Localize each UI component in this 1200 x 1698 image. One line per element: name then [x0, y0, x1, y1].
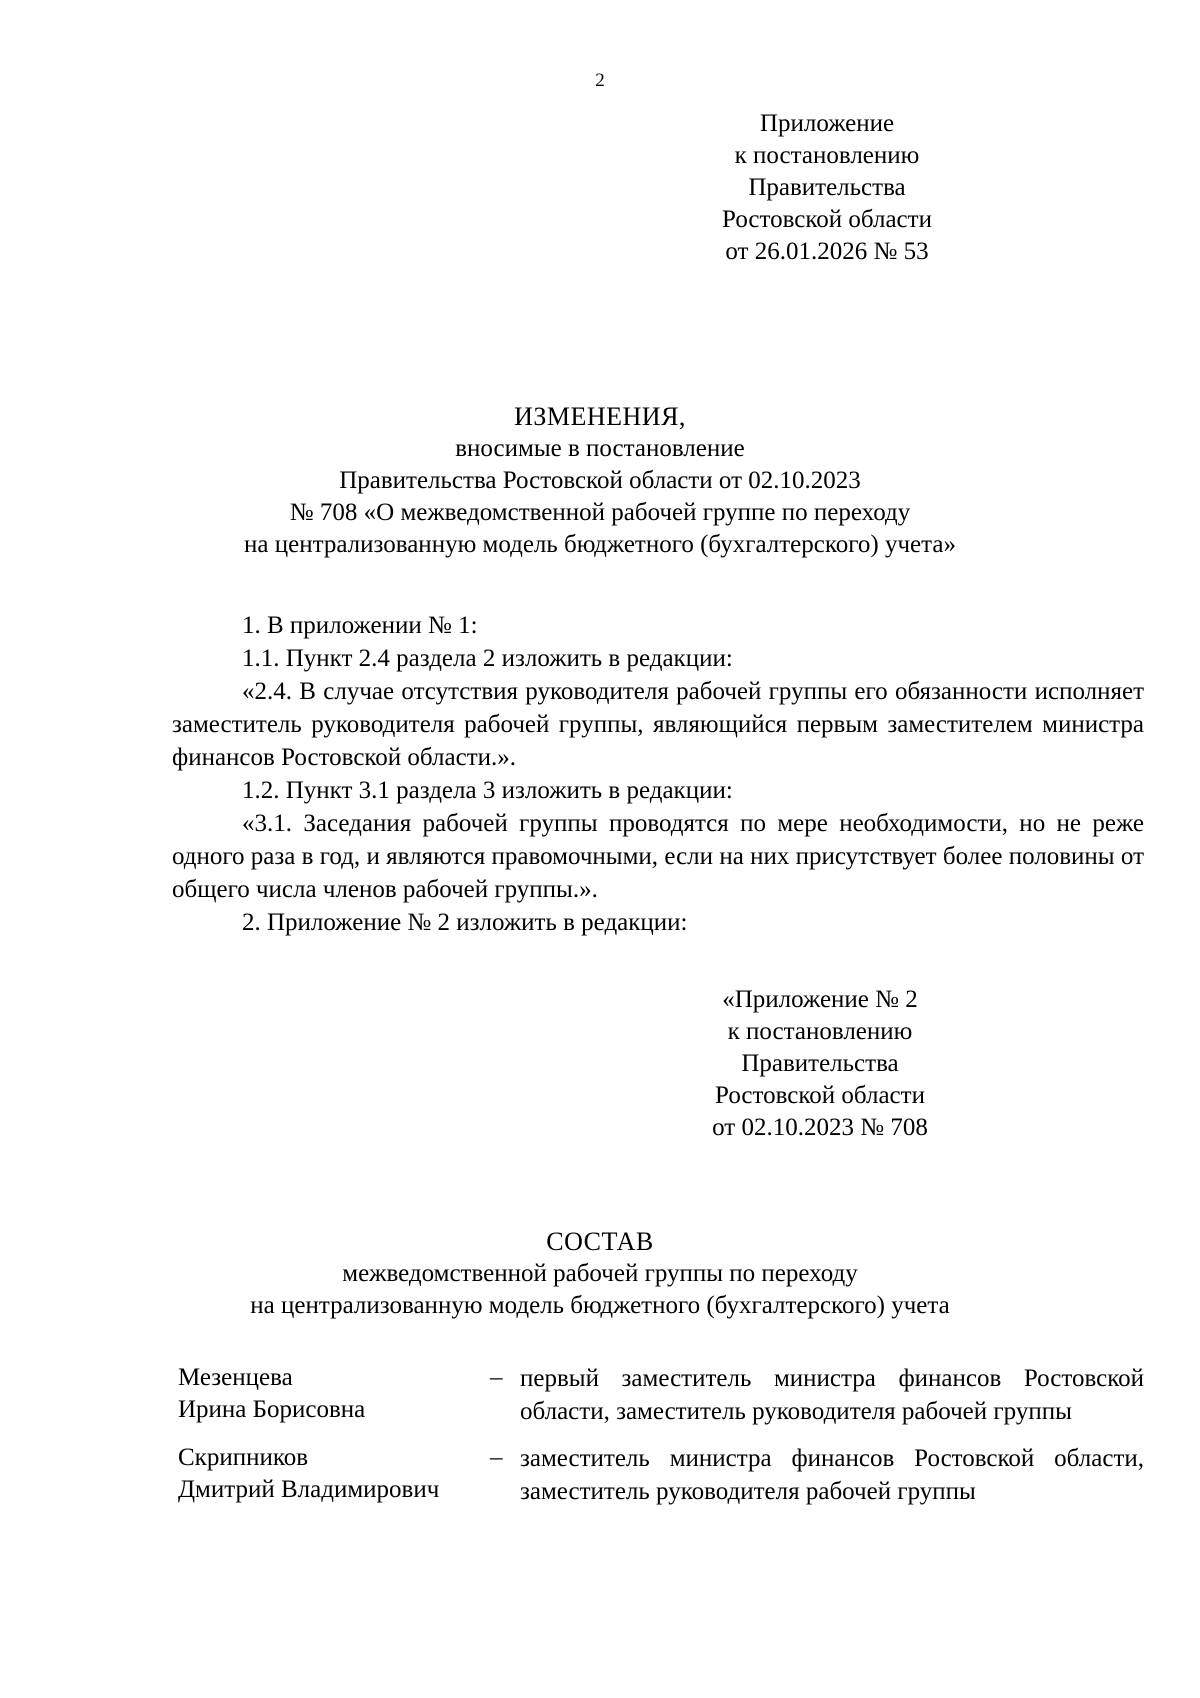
appendix-stamp-line: Ростовской области — [722, 206, 932, 233]
member-name — [178, 1362, 490, 1428]
composition-subtitle-line: на централизованную модель бюджетного (бухгалтерского) учета — [250, 1292, 950, 1319]
member-surname: Мезенцева — [178, 1364, 293, 1391]
appendix-stamp-line: Приложение — [759, 110, 895, 137]
page-number: 2 — [595, 70, 605, 91]
paragraph-1-2: 1.2. Пункт 3.1 раздела 3 изложить в редакции: — [242, 777, 733, 804]
changes-heading — [0, 400, 1200, 561]
paragraph-1-1: 1.1. Пункт 2.4 раздела 2 изложить в редакции: — [242, 645, 733, 672]
appendix2-stamp-line: от 02.10.2023 № 708 — [712, 1114, 928, 1141]
changes-title: ИЗМЕНЕНИЯ, — [514, 402, 686, 431]
document-body — [172, 609, 1144, 939]
appendix-stamp-line: к постановлению — [734, 142, 920, 169]
appendix2-stamp-line: к постановлению — [727, 1018, 913, 1045]
member-role: заместитель министра финансов Ростовской области, заместитель руководителя рабочей группы — [520, 1445, 1144, 1505]
member-row — [178, 1442, 1144, 1508]
changes-subtitle-line: Правительства Ростовской области от 02.10.2023 — [339, 467, 861, 494]
changes-subtitle-line: на централизованную модель бюджетного (бухгалтерского) учета» — [244, 531, 956, 558]
paragraph-3-1-quote: «3.1. Заседания рабочей группы проводятся по мере необходимости, но не реже одного раза в год, и являются правомочными, если на них присутствует более половины от общего числа членов рабочей группы.». — [172, 810, 1144, 903]
appendix-stamp — [677, 108, 977, 268]
member-given-name: Дмитрий Владимирович — [178, 1476, 440, 1503]
composition-subtitle-line: межведомственной рабочей группы по переходу — [342, 1260, 858, 1287]
appendix2-stamp-line: «Приложение № 2 — [722, 986, 918, 1013]
appendix-stamp-line: от 26.01.2026 № 53 — [725, 238, 929, 265]
appendix2-stamp-line: Правительства — [741, 1050, 899, 1077]
paragraph-2-4-quote: «2.4. В случае отсутствия руководителя рабочей группы его обязанности исполняет заместитель руководителя рабочей группы, являющийся первым заместителем министра финансов Ростовской области.». — [172, 678, 1144, 771]
changes-subtitle-line: вносимые в постановление — [455, 435, 745, 462]
paragraph-1: 1. В приложении № 1: — [242, 612, 478, 639]
member-role: первый заместитель министра финансов Ростовской области, заместитель руководителя рабочей группы — [520, 1365, 1144, 1425]
paragraph-2: 2. Приложение № 2 изложить в редакции: — [242, 909, 688, 936]
changes-subtitle-line: № 708 «О межведомственной рабочей группе по переходу — [289, 499, 911, 526]
member-dash: – — [490, 1364, 503, 1391]
composition-title: СОСТАВ — [546, 1227, 654, 1256]
member-surname: Скрипников — [178, 1444, 309, 1471]
member-row — [178, 1362, 1144, 1428]
appendix2-stamp — [670, 984, 970, 1144]
member-name — [178, 1442, 490, 1508]
appendix-stamp-line: Правительства — [748, 174, 906, 201]
member-dash: – — [490, 1444, 503, 1471]
appendix2-stamp-line: Ростовской области — [715, 1082, 925, 1109]
member-given-name: Ирина Борисовна — [178, 1396, 366, 1423]
composition-heading — [0, 1225, 1200, 1322]
members-list — [178, 1362, 1144, 1522]
